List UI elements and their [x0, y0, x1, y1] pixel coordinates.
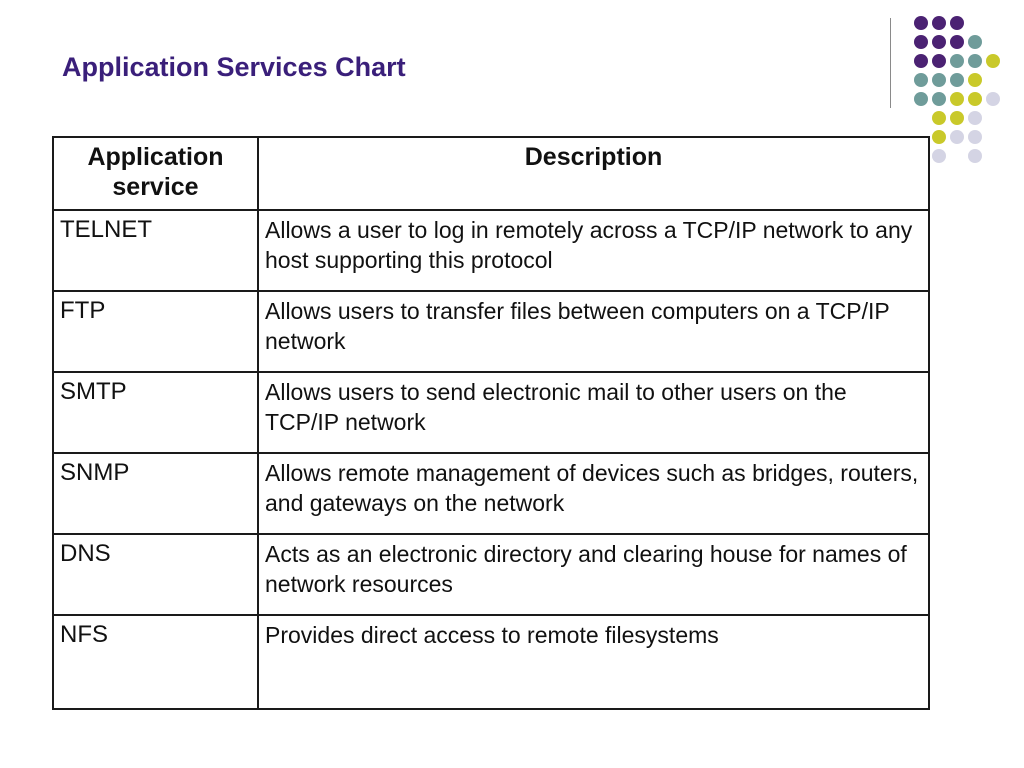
- decorative-dot: [932, 73, 946, 87]
- description-cell: Allows users to transfer files between computers on a TCP/IP network: [258, 291, 928, 372]
- decorative-dot: [914, 35, 928, 49]
- decorative-dot: [950, 92, 964, 106]
- decorative-dot: [950, 35, 964, 49]
- description-cell: Allows a user to log in remotely across a TCP/IP network to any host supporting this protocol: [258, 210, 928, 291]
- table-row: [54, 534, 928, 615]
- decorative-dot: [932, 35, 946, 49]
- description-cell: Provides direct access to remote filesystems: [258, 615, 928, 708]
- decorative-dot: [968, 92, 982, 106]
- decorative-dot: [914, 92, 928, 106]
- table-row: [54, 453, 928, 534]
- service-cell: TELNET: [54, 210, 258, 291]
- column-header-description: Description: [258, 138, 928, 210]
- decorative-dot: [968, 73, 982, 87]
- decorative-dot: [932, 54, 946, 68]
- decorative-dot: [932, 130, 946, 144]
- service-cell: DNS: [54, 534, 258, 615]
- column-header-service: Application service: [54, 138, 258, 210]
- decorative-dot: [950, 16, 964, 30]
- decorative-dot: [914, 16, 928, 30]
- decorative-dot: [914, 54, 928, 68]
- decorative-dot: [950, 73, 964, 87]
- table-header-row: [54, 138, 928, 210]
- description-cell: Acts as an electronic directory and clearing house for names of network resources: [258, 534, 928, 615]
- decorative-dot: [968, 130, 982, 144]
- slide-title: Application Services Chart: [62, 52, 406, 82]
- decorative-dot: [932, 149, 946, 163]
- service-cell: SNMP: [54, 453, 258, 534]
- divider-line: [890, 18, 891, 108]
- description-cell: Allows users to send electronic mail to other users on the TCP/IP network: [258, 372, 928, 453]
- service-cell: SMTP: [54, 372, 258, 453]
- decorative-dot: [932, 92, 946, 106]
- decorative-dot: [950, 111, 964, 125]
- decorative-dot: [932, 16, 946, 30]
- decorative-dot: [950, 130, 964, 144]
- services-table-frame: [52, 136, 930, 710]
- decorative-dot: [968, 111, 982, 125]
- table-row: [54, 615, 928, 708]
- service-cell: NFS: [54, 615, 258, 708]
- decorative-dot: [932, 111, 946, 125]
- description-cell: Allows remote management of devices such as bridges, routers, and gateways on the network: [258, 453, 928, 534]
- decorative-dot: [914, 73, 928, 87]
- decorative-dot: [986, 92, 1000, 106]
- services-table: [54, 138, 928, 708]
- table-row: [54, 210, 928, 291]
- decorative-dot: [968, 54, 982, 68]
- service-cell: FTP: [54, 291, 258, 372]
- decorative-dot: [968, 35, 982, 49]
- decorative-dot: [986, 54, 1000, 68]
- table-row: [54, 372, 928, 453]
- decorative-dot: [950, 54, 964, 68]
- decorative-dot: [968, 149, 982, 163]
- table-row: [54, 291, 928, 372]
